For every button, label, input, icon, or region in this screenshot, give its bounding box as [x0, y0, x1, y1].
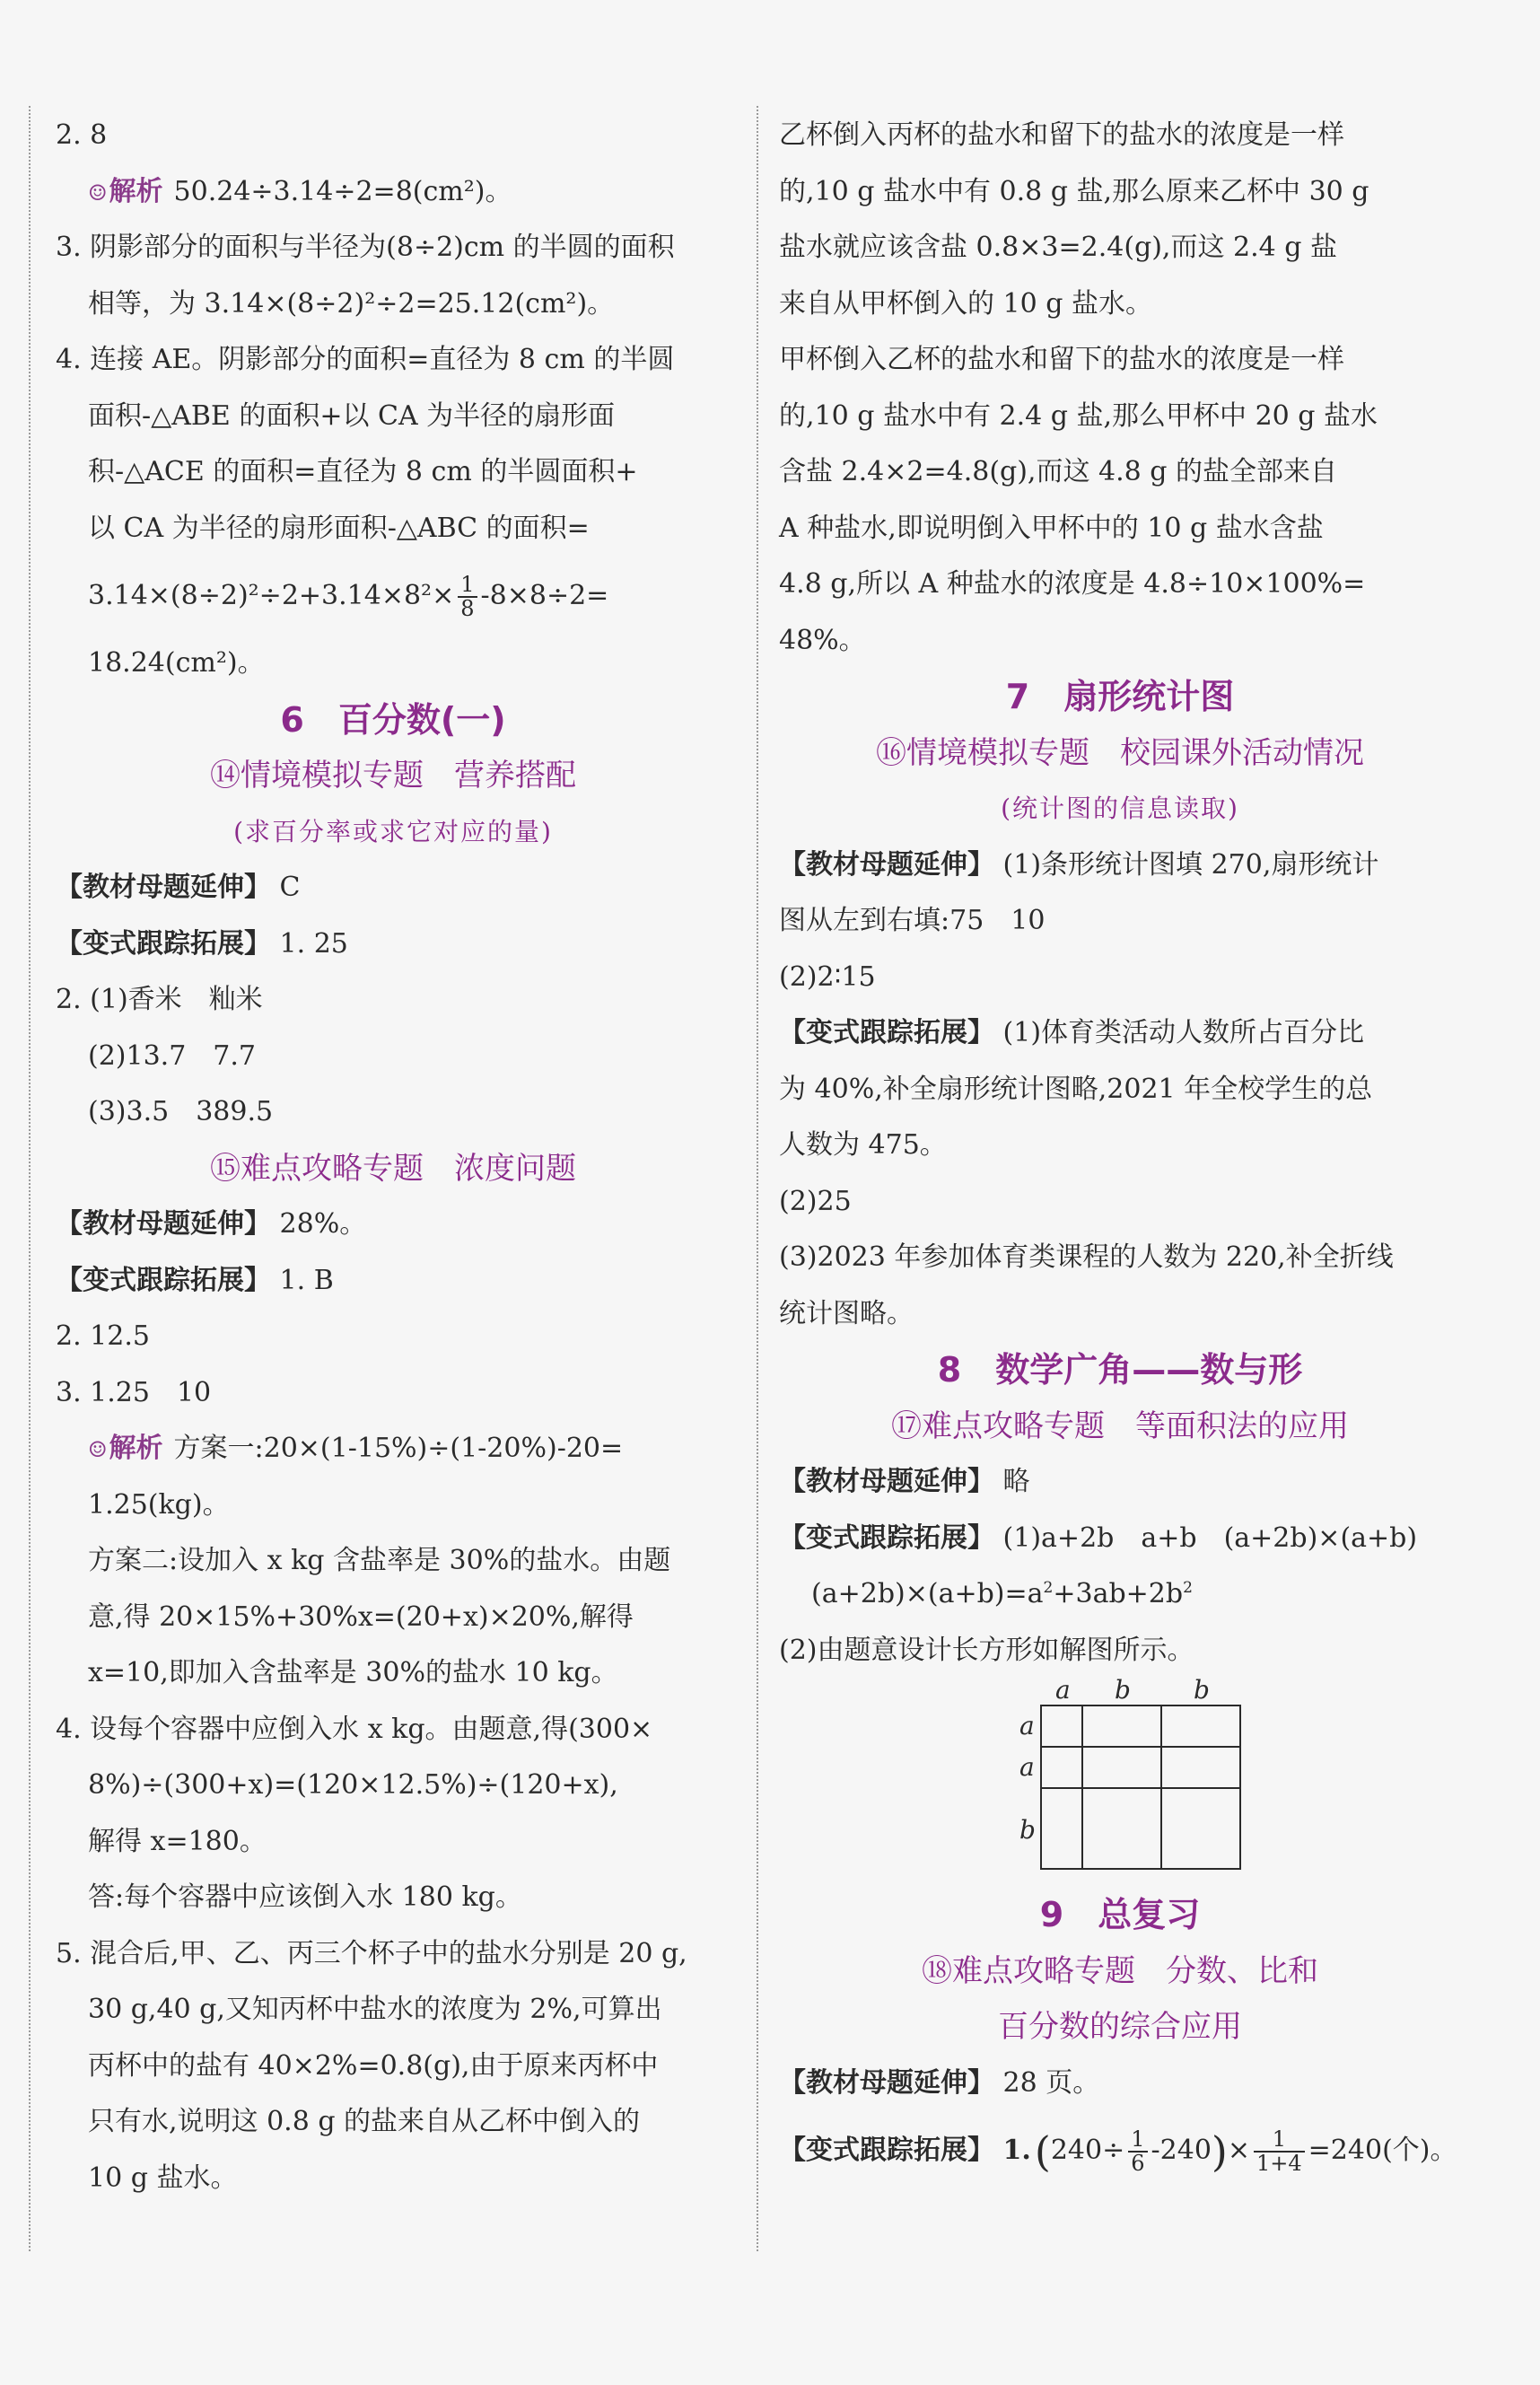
- left-column: [56, 108, 731, 2206]
- textbook-extension-16-cont: 图从左到右填:75 10: [779, 905, 1046, 936]
- explanation-plan2-line2: 意,得 20×15%+30%x=(20+x)×20%,解得: [88, 1600, 634, 1633]
- grid-label-side-b: b: [1019, 1815, 1036, 1845]
- answer-2: 2. 8: [56, 119, 108, 151]
- explanation-plan2-line3: x=10,即加入含盐率是 30%的盐水 10 kg。: [88, 1657, 618, 1688]
- answer-5-line5: 10 g 盐水。: [88, 2161, 238, 2194]
- variant-extension-17-identity: $(a+2b)\times(a+b)=a^2+3ab+2b^2$: [811, 1578, 1193, 1609]
- explanation-icon: ☺: [88, 179, 108, 206]
- unit-7-title: 7 扇形统计图: [1005, 677, 1235, 716]
- answer-2-part2: (2)13.7 7.7: [88, 1039, 257, 1072]
- explanation-icon-2: ☺: [88, 1436, 108, 1462]
- topic-16-title: ⑯情境模拟专题 校园课外活动情况: [876, 734, 1364, 771]
- topic-14-subtitle: (求百分率或求它对应的量): [233, 816, 553, 846]
- variant-extension-16: 【变式跟踪拓展】 (1)体育类活动人数所占百分比: [779, 1017, 1365, 1048]
- grid-label-top-b2: b: [1194, 1679, 1210, 1705]
- variant-extension-16-part2: (2)25: [779, 1185, 852, 1217]
- unit-9-title: 9 总复习: [1039, 1895, 1201, 1934]
- fraction-one-sixth: $\frac{1}{6}$: [1128, 2128, 1147, 2175]
- cont-line7: 含盐 2.4×2=4.8(g),而这 4.8 g 的盐全部来自: [779, 456, 1337, 487]
- variant-extension-16-line2: 为 40%,补全扇形统计图略,2021 年全校学生的总: [779, 1073, 1373, 1105]
- cont-line1: 乙杯倒入丙杯的盐水和留下的盐水的浓度是一样: [779, 119, 1344, 151]
- cont-line2: 的,10 g 盐水中有 0.8 g 盐,那么原来乙杯中 30 g: [779, 175, 1369, 207]
- topic-18-title-line2: 百分数的综合应用: [998, 2009, 1242, 2045]
- explanation-line: ☺解析 50.24÷3.14÷2=8(cm²)。: [88, 175, 512, 207]
- rectangle-grid: [779, 1679, 1461, 1887]
- answer-3-line2: 相等，为 3.14×(8÷2)²÷2=25.12(cm²)。: [88, 287, 615, 320]
- cont-line8: A 种盐水,即说明倒入甲杯中的 10 g 盐水含盐: [779, 512, 1324, 544]
- explanation-tag-2: ☺解析: [88, 1433, 163, 1464]
- variant-extension-15: 【变式跟踪拓展】 1. B: [56, 1264, 334, 1296]
- right-column: [779, 108, 1461, 2190]
- answer-4-water-line2: 8%)÷(300+x)=(120×12.5%)÷(120+x),: [88, 1769, 618, 1801]
- variant-extension-17-part2: (2)由题意设计长方形如解图所示。: [779, 1634, 1194, 1666]
- answer-4-line2: 面积-△ABE 的面积+以 CA 为半径的扇形面: [88, 399, 616, 432]
- explanation-plan1-result: 1.25(kg)。: [88, 1488, 230, 1521]
- fraction-one-eighth: $\frac{1}{8}$: [458, 574, 477, 620]
- textbook-extension-16: 【教材母题延伸】 (1)条形统计图填 270,扇形统计: [779, 848, 1379, 881]
- rectangle-diagram: [779, 1679, 1461, 1887]
- answer-5-line2: 30 g,40 g,又知丙杯中盐水的浓度为 2%,可算出: [88, 1994, 662, 2025]
- answer-4-line3: 积-△ACE 的面积=直径为 8 cm 的半圆面积+: [88, 456, 638, 487]
- cont-line3: 盐水就应该含盐 0.8×3=2.4(g),而这 2.4 g 盐: [779, 232, 1337, 263]
- answer-4-water-line1: 4. 设每个容器中应倒入水 x kg。由题意,得(300×: [56, 1713, 653, 1745]
- answer-2-rice: 2. (1)香米 籼米: [56, 984, 263, 1015]
- answer-4-line1: 4. 连接 AE。阴影部分的面积=直径为 8 cm 的半圆: [56, 344, 675, 375]
- explanation-plan2-line1: 方案二:设加入 x kg 含盐率是 30%的盐水。由题: [88, 1545, 671, 1576]
- topic-15-title: ⑮难点攻略专题 浓度问题: [210, 1150, 576, 1187]
- variant-extension-16-part3-cont: 统计图略。: [779, 1297, 914, 1329]
- answer-5-line1: 5. 混合后,甲、乙、丙三个杯子中的盐水分别是 20 g,: [56, 1937, 687, 1969]
- unit-6-title: 6 百分数(一): [280, 699, 506, 740]
- textbook-extension-17: 【教材母题延伸】 略: [779, 1466, 1030, 1497]
- textbook-extension-16-part2: (2)2∶15: [779, 960, 876, 993]
- answer-4-water-line3: 解得 x=180。: [88, 1825, 267, 1857]
- grid-label-top-b1: b: [1115, 1679, 1131, 1705]
- variant-extension-18: 【变式跟踪拓展】 1.(240÷ $\frac{1}{6}$ -240)× $\frac{1}{1+4}$ =240(个)。: [779, 2126, 1457, 2176]
- variant-extension-16-line3: 人数为 475。: [779, 1129, 947, 1161]
- answer-2-concentration: 2. 12.5: [56, 1320, 150, 1352]
- answer-3-concentration: 3. 1.25 10: [56, 1376, 212, 1408]
- cont-line6: 的,10 g 盐水中有 2.4 g 盐,那么甲杯中 20 g 盐水: [779, 399, 1378, 432]
- answer-4-result: 18.24(cm²)。: [88, 647, 265, 679]
- cont-line5: 甲杯倒入乙杯的盐水和留下的盐水的浓度是一样: [779, 344, 1344, 375]
- variant-extension-17: 【变式跟踪拓展】 (1)a+2b a+b (a+2b)×(a+b): [779, 1521, 1418, 1554]
- fraction-one-over-five: $\frac{1}{1+4}$: [1254, 2128, 1305, 2175]
- grid-label-side-a1: a: [1019, 1711, 1035, 1741]
- column-divider: [757, 106, 758, 2251]
- left-margin-rule: [29, 106, 31, 2251]
- answer-5-line4: 只有水,说明这 0.8 g 的盐来自从乙杯中倒入的: [88, 2106, 641, 2137]
- cont-line9: 4.8 g,所以 A 种盐水的浓度是 4.8÷10×100%=: [779, 568, 1366, 600]
- grid-label-top-a: a: [1055, 1679, 1071, 1705]
- topic-17-title: ⑰难点攻略专题 等面积法的应用: [891, 1407, 1349, 1444]
- variant-extension-16-part3: (3)2023 年参加体育类课程的人数为 220,补全折线: [779, 1241, 1394, 1273]
- topic-18-title-line1: ⑱难点攻略专题 分数、比和: [922, 1952, 1318, 1989]
- answer-4-water-answer: 答:每个容器中应该倒入水 180 kg。: [88, 1881, 522, 1913]
- textbook-extension-18: 【教材母题延伸】 28 页。: [779, 2066, 1100, 2099]
- unit-8-title: 8 数学广角——数与形: [937, 1350, 1303, 1390]
- explanation-plan1: ☺解析 方案一:20×(1-15%)÷(1-20%)-20=: [88, 1433, 624, 1464]
- answer-4-line4: 以 CA 为半径的扇形面积-△ABC 的面积=: [88, 512, 590, 544]
- textbook-extension: 【教材母题延伸】 C: [56, 872, 301, 903]
- explanation-tag: ☺解析: [88, 175, 163, 207]
- topic-16-subtitle: (统计图的信息读取): [1001, 794, 1239, 823]
- topic-14-title: ⑭情境模拟专题 营养搭配: [210, 758, 576, 794]
- textbook-extension-15: 【教材母题延伸】 28%。: [56, 1208, 367, 1240]
- answer-2-part3: (3)3.5 389.5: [88, 1096, 274, 1127]
- answer-4-formula: 3.14×(8÷2)²÷2+3.14×8²× $\frac{1}{8}$ -8×8÷2=: [88, 571, 609, 621]
- variant-extension: 【变式跟踪拓展】 1. 25: [56, 927, 348, 960]
- cont-line4: 来自从甲杯倒入的 10 g 盐水。: [779, 287, 1152, 320]
- answer-5-line3: 丙杯中的盐有 40×2%=0.8(g),由于原来丙杯中: [88, 2049, 659, 2082]
- grid-label-side-a2: a: [1019, 1752, 1035, 1782]
- cont-line10: 48%。: [779, 624, 866, 656]
- answer-3-line1: 3. 阴影部分的面积与半径为(8÷2)cm 的半圆的面积: [56, 232, 675, 263]
